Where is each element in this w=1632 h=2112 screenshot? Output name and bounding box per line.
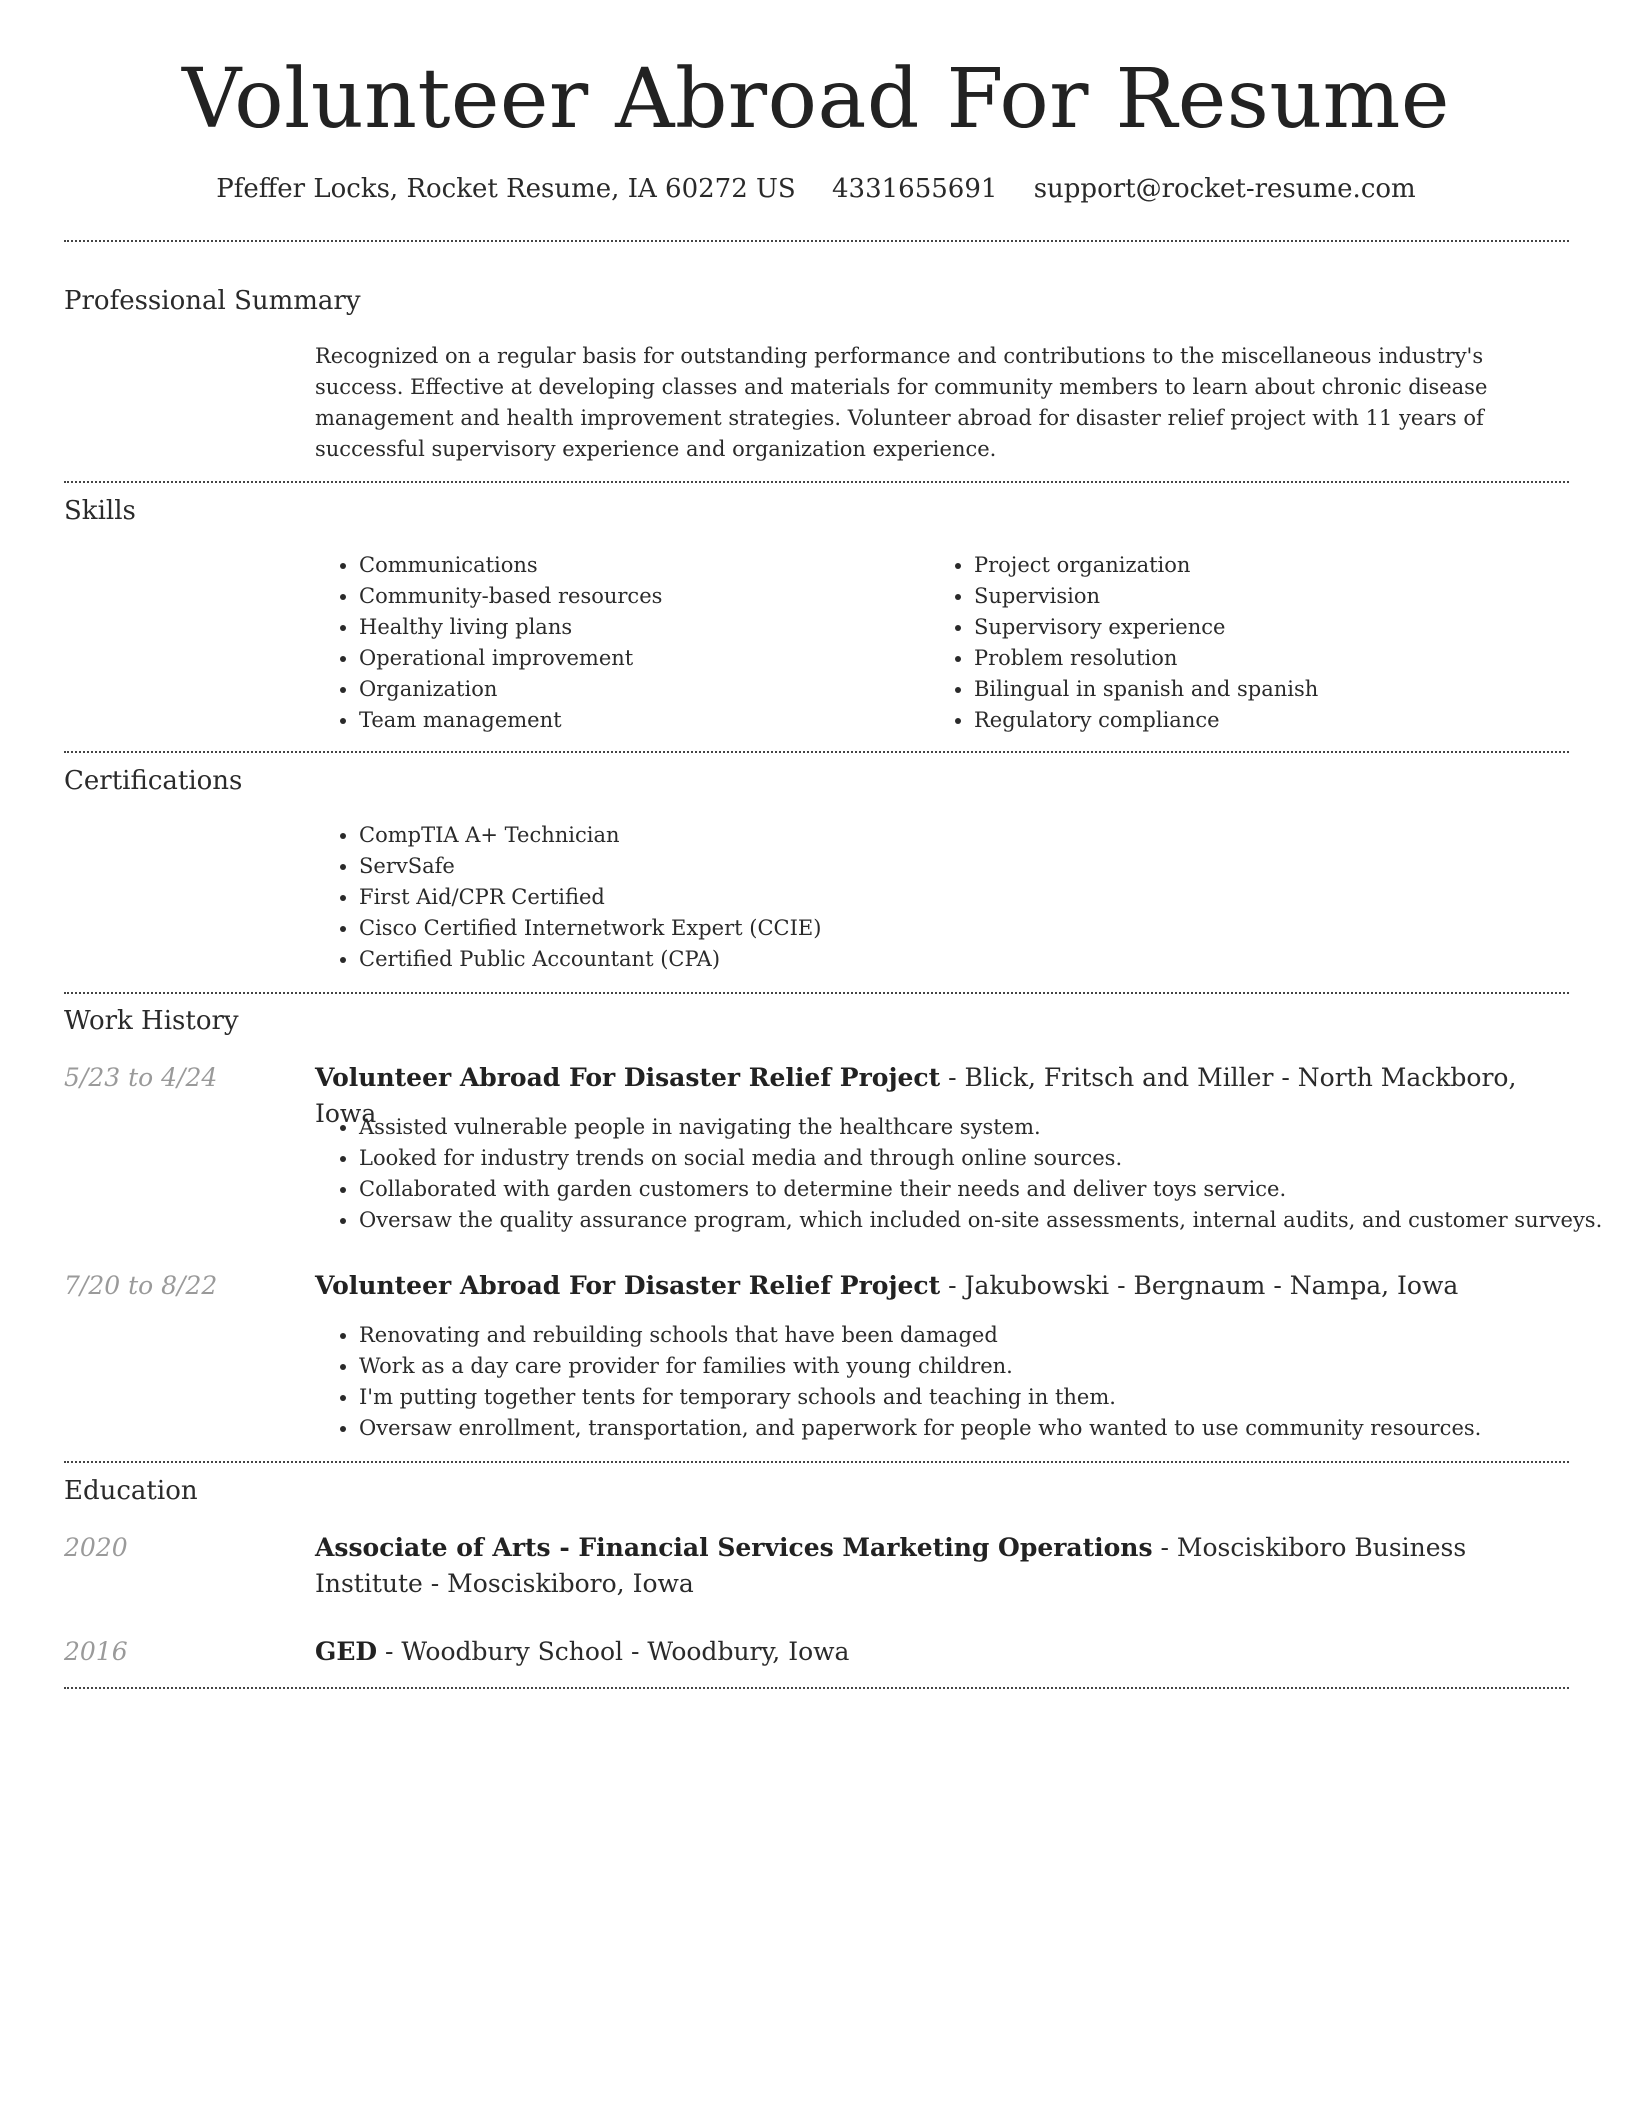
education-entry <box>315 1530 1565 1602</box>
certification-item: • Certified Public Accountant (CPA) <box>359 944 1559 975</box>
skill-item: • Healthy living plans <box>359 612 919 643</box>
job-duty: • Looked for industry trends on social media and through online sources. <box>359 1143 1609 1174</box>
job-position: Volunteer Abroad For Disaster Relief Project <box>315 1063 941 1092</box>
candidate-name: Volunteer Abroad For Resume <box>182 52 1450 147</box>
certification-item: • Cisco Certified Internetwork Expert (CCIE) <box>359 913 1559 944</box>
section-divider <box>64 481 1569 483</box>
job-title <box>315 1268 1565 1304</box>
certification-item: • CompTIA A+ Technician <box>359 820 1559 851</box>
education-year: 2020 <box>64 1533 128 1562</box>
skills-heading: Skills <box>64 496 136 526</box>
skills-list-right <box>930 550 1594 736</box>
job-duty: • Renovating and rebuilding schools that have been damaged <box>359 1320 1609 1351</box>
job-duties-list <box>315 1320 1609 1444</box>
job-duty: • I'm putting together tents for temporary schools and teaching in them. <box>359 1382 1609 1413</box>
skill-item: • Operational improvement <box>359 643 919 674</box>
education-year: 2016 <box>64 1637 128 1666</box>
job-position: Volunteer Abroad For Disaster Relief Project <box>315 1271 941 1300</box>
contact-email: support@rocket-resume.com <box>1033 174 1416 204</box>
section-divider <box>64 751 1569 753</box>
education-entry <box>315 1634 1565 1670</box>
section-divider <box>64 1461 1569 1463</box>
skills-list-left <box>315 550 919 736</box>
contact-line <box>0 172 1632 206</box>
job-dates: 5/23 to 4/24 <box>64 1063 218 1092</box>
education-heading: Education <box>64 1476 198 1506</box>
contact-phone: 4331655691 <box>832 174 998 204</box>
summary-text: Recognized on a regular basis for outstanding performance and contributions to the miscellaneous industry's success. Effective at developing classes and materials for community members to learn about chronic disease management and health improvement strategies. Volunteer abroad for disaster relief project with 11 years of successful supervisory experience and organization experience. <box>315 344 1488 461</box>
job-duty: • Collaborated with garden customers to determine their needs and deliver toys service. <box>359 1174 1609 1205</box>
job-employer-location: - Jakubowski - Bergnaum - Nampa, Iowa <box>940 1271 1459 1300</box>
certifications-list <box>315 820 1559 975</box>
skill-item: • Supervisory experience <box>974 612 1594 643</box>
education-school-location: - Woodbury School - Woodbury, Iowa <box>377 1637 850 1666</box>
skill-item: • Project organization <box>974 550 1594 581</box>
skill-item: • Regulatory compliance <box>974 705 1594 736</box>
education-degree: Associate of Arts - Financial Services Marketing Operations <box>315 1533 1153 1562</box>
education-degree: GED <box>315 1637 378 1666</box>
job-duty: • Assisted vulnerable people in navigating the healthcare system. <box>359 1112 1609 1143</box>
resume-header <box>0 0 1632 206</box>
skill-item: • Team management <box>359 705 919 736</box>
section-divider <box>64 240 1569 242</box>
work-history-heading: Work History <box>64 1006 239 1036</box>
skill-item: • Communications <box>359 550 919 581</box>
certification-item: • ServSafe <box>359 851 1559 882</box>
skill-item: • Bilingual in spanish and spanish <box>974 674 1594 705</box>
job-duties-list <box>315 1112 1609 1236</box>
job-duty: • Oversaw enrollment, transportation, and paperwork for people who wanted to use community resources. <box>359 1413 1609 1444</box>
job-duty: • Work as a day care provider for families with young children. <box>359 1351 1609 1382</box>
summary-heading: Professional Summary <box>64 286 361 316</box>
certification-item: • First Aid/CPR Certified <box>359 882 1559 913</box>
skill-item: • Supervision <box>974 581 1594 612</box>
contact-address: Pfeffer Locks, Rocket Resume, IA 60272 US <box>216 174 796 204</box>
skill-item: • Community-based resources <box>359 581 919 612</box>
job-dates: 7/20 to 8/22 <box>64 1271 218 1300</box>
education-school-location: - Mosciskiboro Business Institute - Mosciskiboro, Iowa <box>315 1533 1467 1598</box>
section-divider <box>64 1687 1569 1689</box>
job-employer-location: - Blick, Fritsch and Miller - North Mackboro, Iowa <box>315 1063 1517 1128</box>
section-divider <box>64 992 1569 994</box>
skill-item: • Organization <box>359 674 919 705</box>
job-duty: • Oversaw the quality assurance program, which included on-site assessments, internal audits, and customer surveys. <box>359 1205 1609 1236</box>
skill-item: • Problem resolution <box>974 643 1594 674</box>
certifications-heading: Certifications <box>64 766 243 796</box>
